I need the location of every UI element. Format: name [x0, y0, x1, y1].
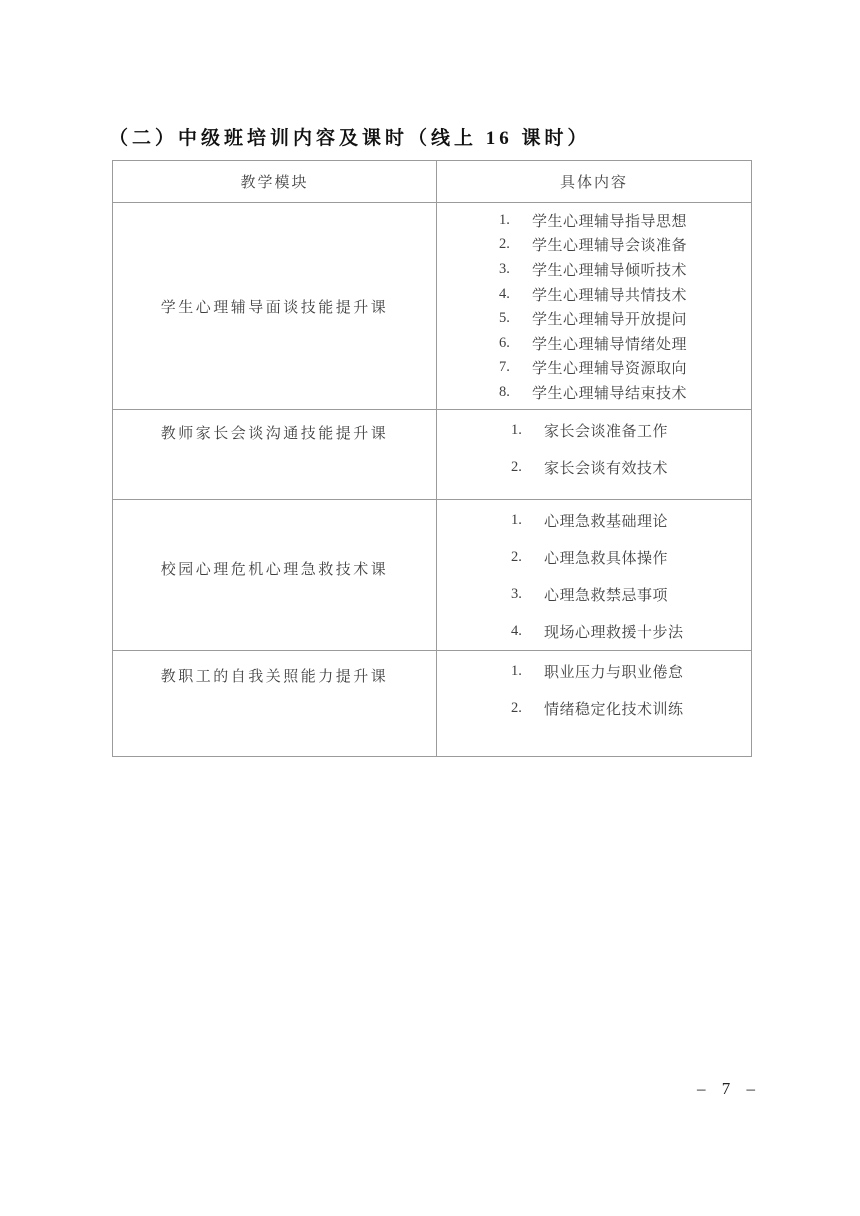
item-text: 职业压力与职业倦怠	[544, 665, 684, 681]
item-text: 学生心理辅导情绪处理	[532, 336, 688, 353]
table-row	[113, 203, 752, 410]
list-item	[511, 539, 751, 576]
item-number: 5.	[499, 310, 510, 327]
column-header-module: 教学模块	[113, 161, 437, 203]
item-text: 学生心理辅导开放提问	[532, 312, 688, 329]
list-item	[499, 282, 751, 307]
item-text: 心理急救基础理论	[544, 514, 669, 530]
module-name: 学生心理辅导面谈技能提升课	[113, 203, 437, 410]
item-number: 2.	[511, 549, 522, 565]
item-text: 家长会谈有效技术	[544, 461, 669, 477]
items-cell	[437, 500, 752, 651]
item-number: 1.	[511, 422, 522, 438]
item-number: 8.	[499, 383, 510, 400]
item-list	[437, 651, 751, 727]
item-text: 学生心理辅导资源取向	[532, 361, 688, 378]
table-row	[113, 500, 752, 651]
item-text: 心理急救具体操作	[544, 551, 669, 567]
item-list	[437, 203, 751, 405]
section-title: （二）中级班培训内容及课时（线上 16 课时）	[109, 128, 591, 149]
column-header-content: 具体内容	[437, 161, 752, 203]
item-text: 心理急救禁忌事项	[544, 588, 669, 604]
item-number: 2.	[499, 236, 510, 253]
table-body	[113, 203, 752, 757]
item-text: 学生心理辅导倾听技术	[532, 262, 688, 279]
list-item	[499, 331, 751, 356]
list-item	[499, 257, 751, 282]
list-item	[499, 356, 751, 381]
table-row	[113, 651, 752, 757]
table-header-row	[113, 161, 752, 203]
module-name: 教职工的自我关照能力提升课	[113, 651, 437, 757]
item-number: 2.	[511, 459, 522, 475]
item-list	[437, 410, 751, 486]
item-text: 情绪稳定化技术训练	[544, 702, 684, 718]
list-item	[511, 613, 751, 650]
list-item	[511, 576, 751, 613]
item-number: 1.	[499, 211, 510, 228]
page-number: – 7 –	[697, 1079, 759, 1098]
items-cell	[437, 203, 752, 410]
list-item	[511, 653, 751, 690]
list-item	[499, 306, 751, 331]
item-number: 1.	[511, 512, 522, 528]
item-text: 学生心理辅导会谈准备	[532, 238, 688, 255]
training-table	[112, 160, 752, 757]
item-number: 4.	[511, 623, 522, 639]
item-number: 4.	[499, 285, 510, 302]
item-number: 3.	[499, 260, 510, 277]
table-row	[113, 410, 752, 500]
list-item	[511, 502, 751, 539]
module-name: 校园心理危机心理急救技术课	[113, 500, 437, 651]
item-text: 学生心理辅导结束技术	[532, 385, 688, 402]
item-number: 1.	[511, 663, 522, 679]
list-item	[499, 233, 751, 258]
list-item	[499, 208, 751, 233]
module-name: 教师家长会谈沟通技能提升课	[113, 410, 437, 500]
item-number: 2.	[511, 700, 522, 716]
list-item	[499, 380, 751, 405]
item-text: 学生心理辅导共情技术	[532, 287, 688, 304]
item-number: 6.	[499, 334, 510, 351]
items-cell	[437, 410, 752, 500]
list-item	[511, 449, 751, 486]
list-item	[511, 412, 751, 449]
item-list	[437, 500, 751, 650]
item-number: 7.	[499, 359, 510, 376]
item-number: 3.	[511, 586, 522, 602]
items-cell	[437, 651, 752, 757]
item-text: 学生心理辅导指导思想	[532, 213, 688, 230]
item-text: 家长会谈准备工作	[544, 424, 669, 440]
list-item	[511, 690, 751, 727]
item-text: 现场心理救援十步法	[544, 625, 684, 641]
